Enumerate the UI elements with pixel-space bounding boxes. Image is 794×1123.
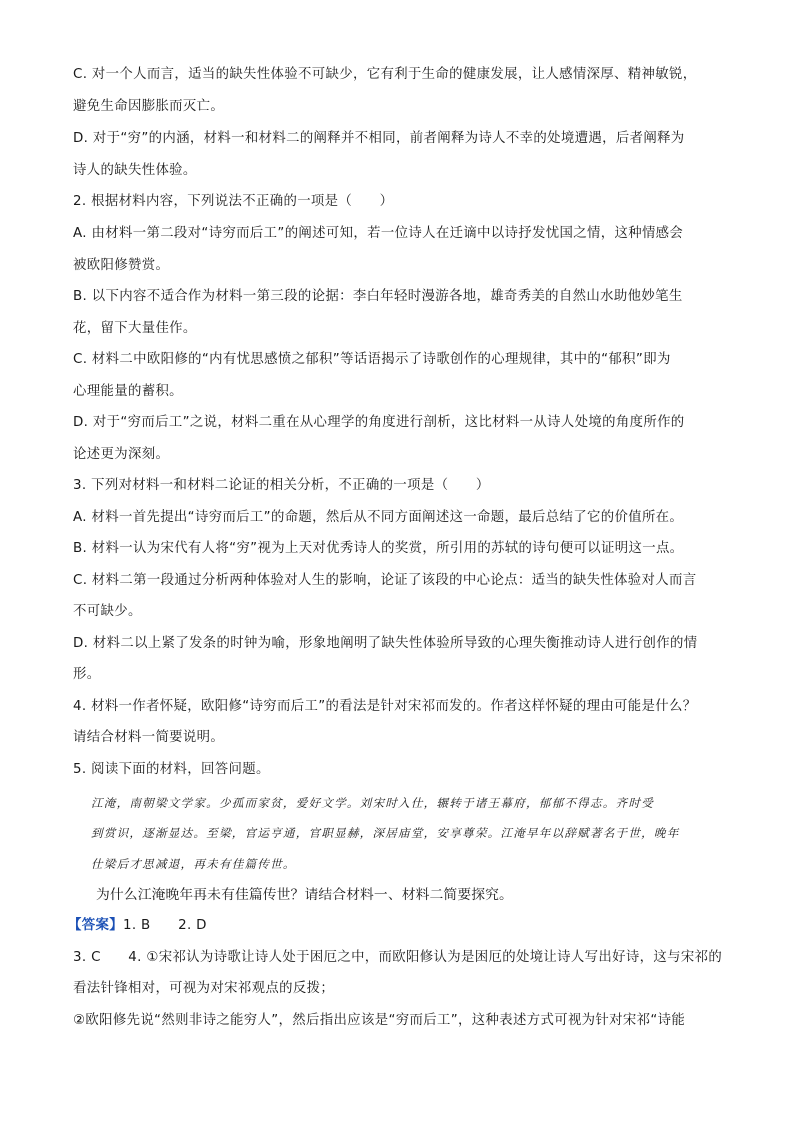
text-line-9: 花，留下大量佳作。	[73, 321, 197, 336]
text-line-16: B. 材料一认为宋代有人将“穷”视为上天对优秀诗人的奖赏，所引用的苏轼的诗句便可以证明这一点。	[73, 541, 684, 556]
answer-first-line: 1. B 2. D	[122, 918, 207, 933]
question-5-prompt: 为什么江淹晚年再未有佳篇传世？请结合材料一、材料二简要探究。	[96, 887, 513, 903]
text-line-3: D. 对于“穷”的内涵，材料一和材料二的阐释并不相同，前者阐释为诗人不幸的处境遭遇，后者阐释为	[73, 131, 685, 146]
text-line-8: B. 以下内容不适合作为材料一第三段的论据：李白年轻时漫游各地，雄奇秀美的自然山水助他妙笔生	[73, 289, 683, 304]
text-line-2: 避免生命因膨胀而灭亡。	[73, 99, 225, 114]
text-line-12: D. 对于“穷而后工”之说，材料二重在从心理学的角度进行剖析，这比材料一从诗人处境的角度所作的	[73, 415, 685, 430]
text-line-20: 形。	[73, 667, 101, 682]
text-line-6: A. 由材料一第二段对“诗穷而后工”的阐述可知，若一位诗人在迁谪中以诗抒发忧国之情，这种情感会	[73, 226, 684, 241]
text-line-1: C. 对一个人而言，适当的缺失性体验不可缺少，它有利于生命的健康发展，让人感情深厚、精神敏锐，	[73, 67, 697, 82]
text-line-4: 诗人的缺失性体验。	[73, 163, 197, 178]
text-line-17: C. 材料二第一段通过分析两种体验对人生的影响，论证了该段的中心论点：适当的缺失性体验对人而言	[73, 573, 697, 588]
text-line-19: D. 材料二以上紧了发条的时钟为喻，形象地阐明了缺失性体验所导致的心理失衡推动诗人进行创作的情	[73, 636, 698, 651]
answer-line-3: 看法针锋相对，可视为对宋祁观点的反拨；	[73, 981, 335, 996]
passage-line-3: 仕梁后才思减退，再未有佳篇传世。	[91, 857, 296, 871]
question-3-stem: 3. 下列对材料一和材料二论证的相关分析，不正确的一项是（ ）	[73, 478, 490, 493]
passage-line-2: 到赏识，逐渐显达。至梁，官运亨通，官职显赫，深居庙堂，安享尊荣。江淹早年以辞赋著名于世，晚年	[91, 826, 680, 840]
answer-line-4: ②欧阳修先说“然则非诗之能穷人”，然后指出应该是“穷而后工”，这种表述方式可视为针对宋祁“诗能	[73, 1013, 686, 1028]
answer-line-1	[68, 918, 207, 934]
text-line-22: 请结合材料一简要说明。	[73, 730, 225, 745]
text-line-13: 论述更为深刻。	[73, 447, 170, 462]
question-2-stem: 2. 根据材料内容，下列说法不正确的一项是（ ）	[73, 194, 394, 209]
text-line-15: A. 材料一首先提出“诗穷而后工”的命题，然后从不同方面阐述这一命题，最后总结了它的价值所在。	[73, 510, 684, 525]
passage-line-1: 江淹，南朝梁文学家。少孤而家贫，爱好文学。刘宋时入仕，辗转于诸王幕府，郁郁不得志。齐时受	[91, 796, 654, 810]
text-line-10: C. 材料二中欧阳修的“内有忧思感愤之郁积”等话语揭示了诗歌创作的心理规律，其中的“郁积”即为	[73, 352, 671, 367]
question-5-stem: 5. 阅读下面的材料，回答问题。	[73, 762, 270, 777]
answer-line-2: 3. C 4. ①宋祁认为诗歌让诗人处于困厄之中，而欧阳修认为是困厄的处境让诗人写出好诗，这与宋祁的	[73, 950, 723, 965]
text-line-7: 被欧阳修赞赏。	[73, 258, 170, 273]
text-line-18: 不可缺少。	[73, 604, 142, 619]
question-4-stem: 4. 材料一作者怀疑，欧阳修“诗穷而后工”的看法是针对宋祁而发的。作者这样怀疑的理由可能是什么？	[73, 699, 697, 714]
answer-tag: 【答案】	[68, 918, 123, 933]
text-line-11: 心理能量的蓄积。	[73, 384, 183, 399]
